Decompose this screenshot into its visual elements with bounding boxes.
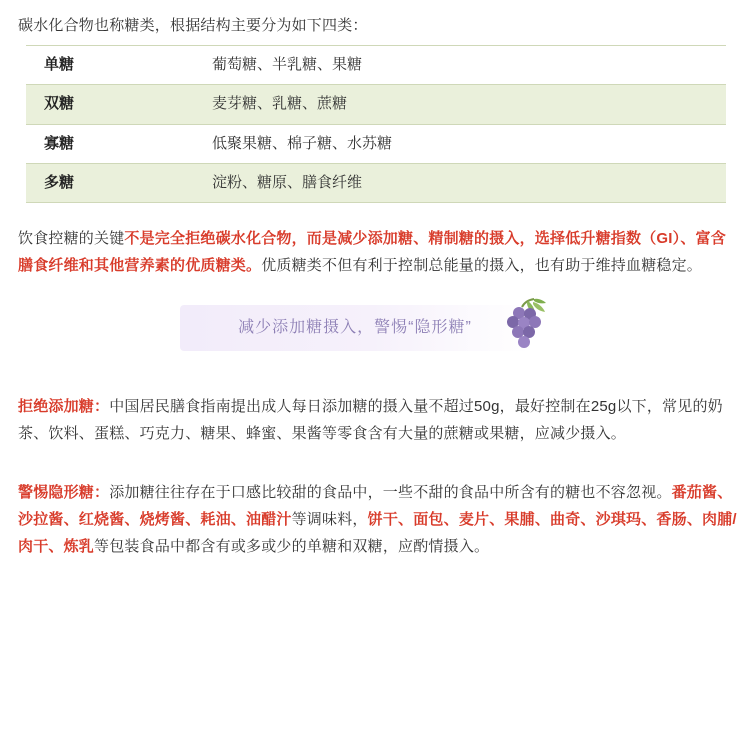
banner-box <box>180 305 530 351</box>
sugar-classification-table <box>26 45 726 203</box>
table-cell-items: 葡萄糖、半乳糖、果糖 <box>194 46 726 85</box>
key-paragraph-part2: 优质糖类不但有利于控制总能量的摄入，也有助于维持血糖稳定。 <box>261 257 703 274</box>
grape-icon <box>488 297 554 361</box>
table-cell-category: 双糖 <box>26 85 194 124</box>
table-cell-category: 多糖 <box>26 163 194 202</box>
spacer <box>18 453 737 479</box>
section-highlight-1: 番茄酱、沙拉酱、红烧酱、烧烤酱、耗油、油醋汁 <box>18 484 733 528</box>
section-heading: 警惕隐形糖： <box>18 484 110 501</box>
section-text-1: 添加糖往往存在于口感比较甜的食品中，一些不甜的食品中所含有的糖也不容忽视。 <box>109 484 672 501</box>
section-text-2: 等调味料， <box>291 511 368 528</box>
table-cell-items: 麦芽糖、乳糖、蔗糖 <box>194 85 726 124</box>
table-row <box>26 163 726 202</box>
table-cell-items: 低聚果糖、棉子糖、水苏糖 <box>194 124 726 163</box>
banner-text: 减少添加糖摄入，警惕“隐形糖” <box>238 319 472 336</box>
section-text-3: 等包装食品中都含有或多或少的单糖和双糖，应酌情摄入。 <box>94 538 490 555</box>
table-cell-category: 单糖 <box>26 46 194 85</box>
table-row <box>26 124 726 163</box>
section-heading: 拒绝添加糖： <box>18 398 110 415</box>
key-paragraph-emphasis: 不是完全拒绝碳水化合物，而是减少添加糖、精制糖的摄入，选择低升糖指数（GI）、富含膳食纤维和其他营养素的优质糖类。 <box>18 230 726 274</box>
section-hidden-sugar <box>18 479 737 560</box>
key-paragraph <box>18 225 737 279</box>
section-refuse-added-sugar <box>18 393 737 447</box>
table-row <box>26 85 726 124</box>
table-cell-items: 淀粉、糖原、膳食纤维 <box>194 163 726 202</box>
table-cell-category: 寡糖 <box>26 124 194 163</box>
section-body: 中国居民膳食指南提出成人每日添加糖的摄入量不超过50g，最好控制在25g以下，常见的奶茶、饮料、蛋糕、巧克力、糖果、蜂蜜、果酱等零食含有大量的蔗糖或果糖，应减少摄入。 <box>18 398 723 442</box>
section-highlight-2: 饼干、面包、麦片、果脯、曲奇、沙琪玛、香肠、肉脯/肉干、炼乳 <box>18 511 737 555</box>
intro-paragraph: 碳水化合物也称糖类，根据结构主要分为如下四类： <box>18 17 368 34</box>
table-row <box>26 46 726 85</box>
banner <box>18 305 737 367</box>
key-paragraph-part1: 饮食控糖的关键 <box>18 230 125 247</box>
